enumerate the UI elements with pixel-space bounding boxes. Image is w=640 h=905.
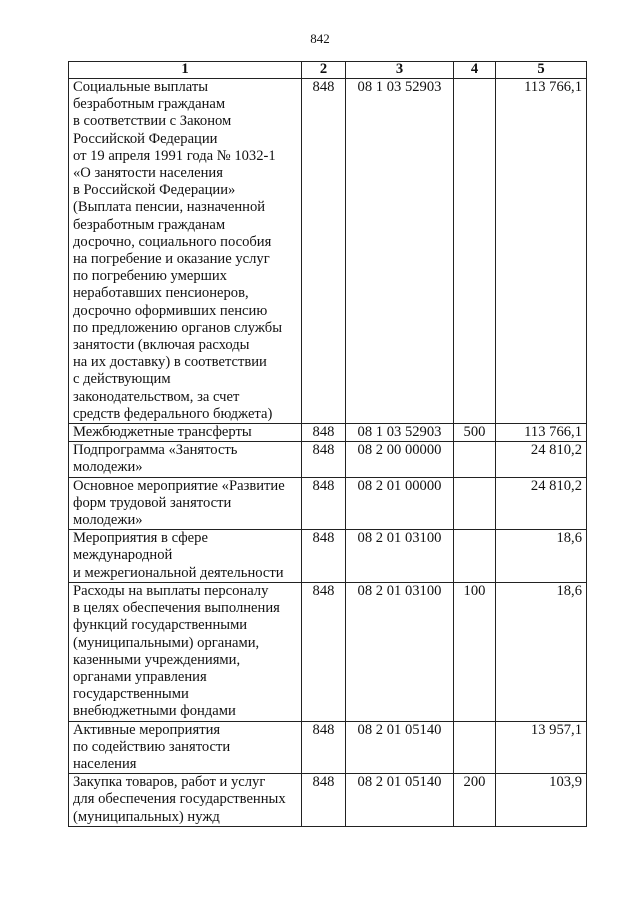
expense-type-cell [454,530,496,583]
expense-type-cell [454,721,496,774]
row-name-line: казенными учреждениями, [73,651,241,668]
row-name-line: в Российской Федерации» [73,182,236,199]
row-name-cell [69,442,302,477]
row-name-line: с действующим [73,371,171,388]
column-header: 3 [346,62,454,79]
row-name-line: по содействию занятости [73,738,231,755]
row-name-line: Социальные выплаты [73,79,209,95]
row-name-line: внебюджетными фондами [73,703,236,720]
row-name-cell [69,424,302,442]
table-row [69,79,587,424]
column-header: 4 [454,62,496,79]
ministry-code-cell: 848 [302,774,346,827]
expense-type-cell [454,477,496,530]
table-body [69,79,587,827]
row-name-cell [69,721,302,774]
target-code-cell: 08 2 01 05140 [346,774,454,827]
row-name-line: Основное мероприятие «Развитие [73,477,285,494]
ministry-code-cell: 848 [302,424,346,442]
row-name-line: по погребению умерших [73,268,227,285]
row-name-line: Мероприятия в сфере [73,530,208,547]
table-row [69,530,587,583]
row-name-line: государственными [73,686,189,703]
row-name-line: от 19 апреля 1991 года № 1032-1 [73,147,276,164]
page-number: 842 [310,31,330,46]
table-row [69,477,587,530]
row-name-line: Закупка товаров, работ и услуг [73,774,266,791]
amount-cell: 24 810,2 [496,442,587,477]
row-name-line: (муниципальных) нужд [73,808,220,825]
row-name-line: Подпрограмма «Занятость [73,442,238,459]
row-name-line: досрочно, социального пособия [73,233,272,250]
row-name-line: форм трудовой занятости [73,494,232,511]
expense-type-cell [454,442,496,477]
row-name-cell [69,79,302,424]
row-name-line: для обеспечения государственных [73,791,286,808]
target-code-cell: 08 2 00 00000 [346,442,454,477]
row-name-line: функций государственными [73,617,248,634]
row-name-line: Расходы на выплаты персоналу [73,582,269,599]
row-name-line: занятости (включая расходы [73,337,250,354]
column-header: 5 [496,62,587,79]
amount-cell: 103,9 [496,774,587,827]
row-name-line: в целях обеспечения выполнения [73,600,280,617]
table-row [69,424,587,442]
row-name-line: на погребение и оказание услуг [73,251,270,268]
table-row [69,774,587,827]
row-name-line: неработавших пенсионеров, [73,285,249,302]
target-code-cell: 08 1 03 52903 [346,79,454,424]
row-name-line: молодежи» [73,512,143,529]
amount-cell: 18,6 [496,582,587,721]
row-name-line: досрочно оформивших пенсию [73,302,268,319]
row-name-line: (муниципальными) органами, [73,634,260,651]
row-name-cell [69,774,302,827]
target-code-cell: 08 1 03 52903 [346,424,454,442]
row-name-line: по предложению органов службы [73,319,283,336]
row-name-line: (Выплата пенсии, назначенной [73,199,266,216]
table-row [69,721,587,774]
amount-cell: 113 766,1 [496,79,587,424]
row-name-line: в соответствии с Законом [73,113,232,130]
row-name-line: законодательством, за счет [73,388,240,405]
column-header: 2 [302,62,346,79]
row-name-line: органами управления [73,668,207,685]
table-row [69,442,587,477]
target-code-cell: 08 2 01 03100 [346,530,454,583]
row-name-line: молодежи» [73,459,143,476]
column-header: 1 [69,62,302,79]
expense-type-cell [454,79,496,424]
row-name-line: Российской Федерации [73,130,218,147]
row-name-line: населения [73,755,137,772]
row-name-line: «О занятости населения [73,165,223,182]
amount-cell: 113 766,1 [496,424,587,442]
row-name-cell [69,530,302,583]
budget-table [68,61,587,827]
table-row [69,582,587,721]
expense-type-cell: 200 [454,774,496,827]
row-name-line: безработным гражданам [73,96,226,113]
row-name-cell [69,477,302,530]
table-header-row [69,62,587,79]
expense-type-cell: 500 [454,424,496,442]
row-name-line: безработным гражданам [73,216,226,233]
row-name-line: Межбюджетные трансферты [73,424,252,441]
target-code-cell: 08 2 01 03100 [346,582,454,721]
expense-type-cell: 100 [454,582,496,721]
ministry-code-cell: 848 [302,530,346,583]
target-code-cell: 08 2 01 00000 [346,477,454,530]
ministry-code-cell: 848 [302,582,346,721]
amount-cell: 24 810,2 [496,477,587,530]
ministry-code-cell: 848 [302,79,346,424]
amount-cell: 13 957,1 [496,721,587,774]
row-name-line: Активные мероприятия [73,721,221,738]
row-name-line: на их доставку) в соответствии [73,354,267,371]
row-name-line: международной [73,547,173,564]
amount-cell: 18,6 [496,530,587,583]
row-name-cell [69,582,302,721]
target-code-cell: 08 2 01 05140 [346,721,454,774]
row-name-line: средств федерального бюджета) [73,405,273,422]
ministry-code-cell: 848 [302,477,346,530]
ministry-code-cell: 848 [302,442,346,477]
row-name-line: и межрегиональной деятельности [73,564,284,581]
ministry-code-cell: 848 [302,721,346,774]
